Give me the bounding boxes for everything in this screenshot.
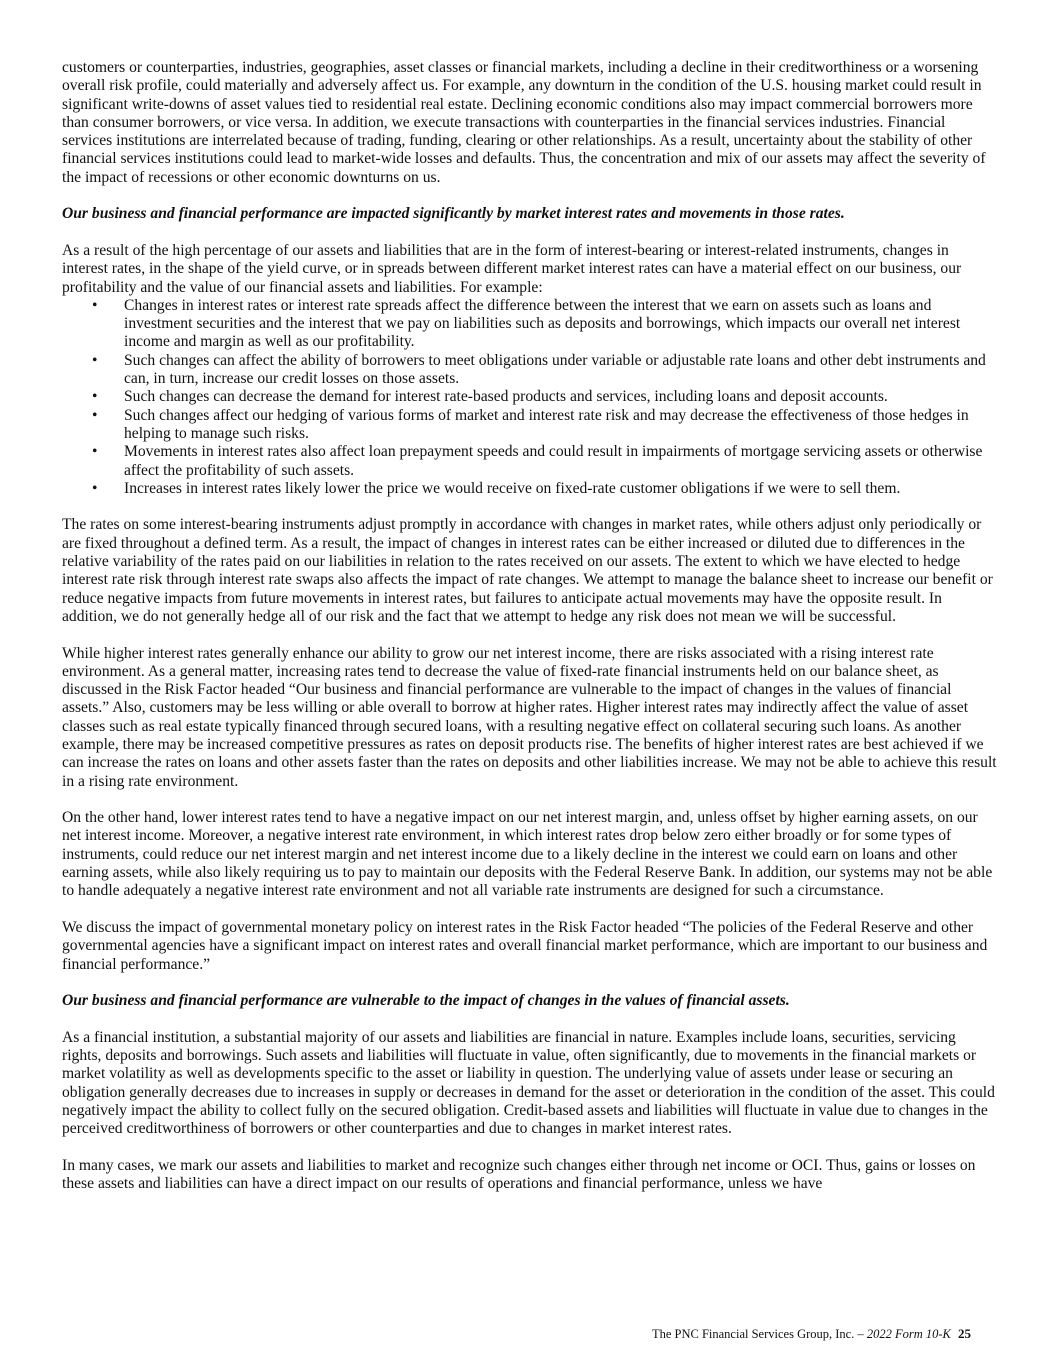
interest-rate-bullet-list [62,297,998,498]
footer-form: 2022 Form 10-K [866,1327,951,1341]
list-item: • Such changes can affect the ability of borrowers to meet obligations under variable or adjustable rate loans and other debt instruments and can, in turn, increase our credit losses on those assets. [92,351,986,388]
list-item: • Such changes affect our hedging of various forms of market and interest rate risk and may decrease the effectiveness of those hedges in helping to manage such risks. [92,406,969,442]
bullet-icon: • [92,351,98,369]
paragraph-lower-rates: On the other hand, lower interest rates tend to have a negative impact on our net interest margin, and, unless offset by higher earning assets, on our net interest income. Moreover, a negative interest rate environment, in which interest rates drop below zero either broadly or for some types of instruments, could reduce our net interest margin and net interest income due to a likely decline in the interest we could earn on loans and other earning assets, while also likely requiring us to pay to maintain our deposits with the Federal Reserve Bank. In addition, our systems may not be able to handle adequately a negative interest rate environment and not all variable rate instruments are designed for such a circumstance. [62,809,993,900]
paragraph-mark-to-market: In many cases, we mark our assets and liabilities to market and recognize such changes either through net income or OCI. Thus, gains or losses on these assets and liabilities can have a direct impact on our results of operations and financial performance, unless we have [62,1156,976,1193]
list-item: • Increases in interest rates likely lower the price we would receive on fixed-rate customer obligations if we were to sell them. [92,479,901,497]
paragraph-concentration-risk: customers or counterparties, industries, geographies, asset classes or financial markets, including a decline in their creditworthiness or a worsening overall risk profile, could materially and adversely affect us. For example, any downturn in the condition of the U.S. housing market could result in significant write-downs of asset values tied to residential real estate. Declining economic conditions also may impact commercial borrowers more than consumer borrowers, or vice versa. In addition, we execute transactions with counterparties in the financial services industries. Financial services institutions are interrelated because of trading, funding, clearing or other relationships. As a result, uncertainty about the stability of other financial services institutions could lead to market-wide losses and defaults. Thus, the concentration and mix of our assets may affect the severity of the impact of recessions or other economic downturns on us. [62,59,986,186]
bullet-icon: • [92,296,98,314]
bullet-icon: • [92,388,98,406]
list-item: • Movements in interest rates also affect loan prepayment speeds and could result in impairments of mortgage servicing assets or otherwise affect the profitability of such assets. [92,443,983,479]
bullet-icon: • [92,406,98,424]
risk-heading-financial-assets: Our business and financial performance are vulnerable to the impact of changes in the values of financial assets. [62,992,790,1010]
paragraph-higher-rates: While higher interest rates generally enhance our ability to grow our net interest income, there are risks associated with a rising interest rate environment. As a general matter, increasing rates tend to decrease the value of fixed-rate financial instruments held on our balance sheet, as discussed in the Risk Factor headed “Our business and financial performance are vulnerable to the impact of changes in the values of financial assets.” Also, customers may be less willing or able overall to borrow at higher rates. Higher interest rates may indirectly affect the value of asset classes such as real estate typically financed through secured loans, with a resulting negative effect on collateral securing such loans. As another example, there may be increased competitive pressures as rates on deposit products rise. The benefits of higher interest rates are best achieved if we can increase the rates on loans and other assets faster than the rates on deposits and other liabilities increase. We may not be able to achieve this result in a rising rate environment. [62,644,997,790]
page-footer [0,1326,971,1342]
paragraph-interest-rate-intro: As a result of the high percentage of our assets and liabilities that are in the form of interest-bearing or interest-related instruments, changes in interest rates, in the shape of the yield curve, or in spreads between different market interest rates can have a material effect on our business, our profitability and the value of our financial assets and liabilities. For example: [62,241,962,296]
paragraph-financial-assets: As a financial institution, a substantial majority of our assets and liabilities are financial in nature. Examples include loans, securities, servicing rights, deposits and borrowings. Such assets and liabilities will fluctuate in value, often significantly, due to movements in the financial markets or market volatility as well as developments specific to the asset or liability in question. The underlying value of assets under lease or securing an obligation generally decreases due to increases in supply or decreases in demand for the asset or deterioration in the condition of the asset. This could negatively impact the ability to collect fully on the secured obligation. Credit-based assets and liabilities will fluctuate in value due to changes in the perceived creditworthiness of borrowers or other counterparties and due to changes in market interest rates. [62,1028,995,1138]
paragraph-monetary-policy: We discuss the impact of governmental monetary policy on interest rates in the Risk Factor headed “The policies of the Federal Reserve and other governmental agencies have a significant impact on interest rates and overall financial market performance, which are important to our business and financial performance.” [62,918,988,973]
bullet-icon: • [92,443,98,461]
risk-heading-interest-rates: Our business and financial performance are impacted significantly by market interest rates and movements in those rates. [62,205,845,223]
page-number: 25 [958,1326,971,1341]
list-item: • Such changes can decrease the demand for interest rate-based products and services, including loans and deposit accounts. [92,388,888,406]
paragraph-rate-adjustment: The rates on some interest-bearing instruments adjust promptly in accordance with changes in market rates, while others adjust only periodically or are fixed throughout a defined term. As a result, the impact of changes in interest rates can be either increased or diluted due to differences in the relative variability of the rates paid on our liabilities in relation to the rates received on our assets. The extent to which we have elected to hedge interest rate risk through interest rate swaps also affects the impact of rate changes. We attempt to manage the balance sheet to increase our benefit or reduce negative impacts from future movements in interest rates, but failures to anticipate actual movements may have the opposite result. In addition, we do not generally hedge all of our risk and the fact that we attempt to hedge any risk does not mean we will be successful. [62,516,993,625]
list-item: • Changes in interest rates or interest rate spreads affect the difference between the interest that we earn on assets such as loans and investment securities and the interest that we pay on liabilities such as deposits and borrowings, which impacts our overall net interest income and margin as well as our profitability. [92,296,961,351]
bullet-icon: • [92,479,98,497]
footer-company: The PNC Financial Services Group, Inc. – [651,1327,864,1341]
document-body [62,59,998,1212]
